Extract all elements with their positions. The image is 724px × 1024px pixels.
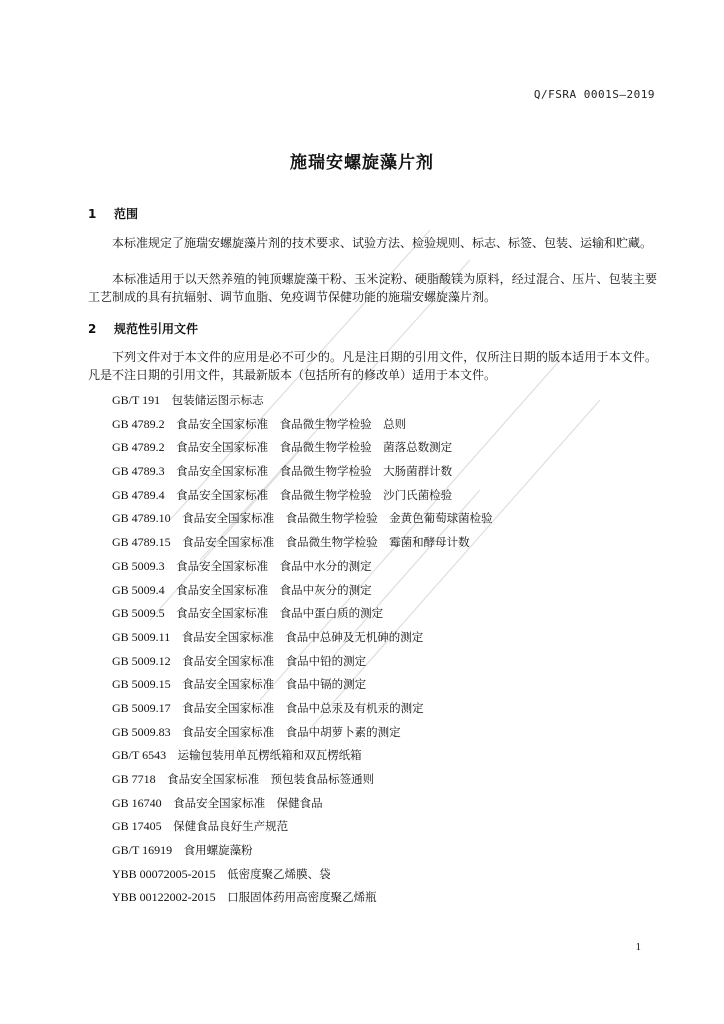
section-number: 2 [88,322,97,336]
reference-code: GB 16740 [112,795,162,810]
section-heading-scope [88,205,138,222]
reference-title: 包装储运图示标志 [171,393,264,407]
reference-item [112,389,493,413]
reference-code: GB 4789.10 [112,511,171,526]
reference-title: 口服固体药用高密度聚乙烯瓶 [227,890,377,905]
reference-title: 食品安全国家标准 食品中总砷及无机砷的测定 [181,629,424,644]
reference-title: 食品安全国家标准 预包装食品标签通则 [167,772,375,786]
reference-title: 食品安全国家标准 食品微生物学检验 总则 [176,416,407,431]
reference-item [112,602,493,626]
reference-title: 食品安全国家标准 食品微生物学检验 菌落总数测定 [176,440,453,455]
reference-code: GB/T 191 [112,393,161,407]
reference-item [112,650,493,674]
standard-code: Q/FSRA 0001S—2019 [533,88,655,101]
reference-item [112,507,493,531]
reference-code: GB 5009.17 [112,700,171,715]
reference-title: 食品安全国家标准 食品中胡萝卜素的测定 [182,724,401,739]
reference-title: 食品安全国家标准 食品微生物学检验 金黄色葡萄球菌检验 [182,511,493,526]
reference-code: YBB 00072005-2015 [112,866,216,881]
reference-title: 食品安全国家标准 食品中总汞及有机汞的测定 [182,700,424,715]
reference-code: GB 5009.4 [112,582,165,597]
reference-code: GB/T 6543 [112,748,167,763]
reference-code: GB 4789.15 [112,535,171,550]
reference-item [112,460,493,484]
reference-item [112,744,493,768]
reference-title: 食品安全国家标准 食品中镉的测定 [182,677,367,692]
reference-code: GB 4789.2 [112,440,165,455]
reference-item [112,484,493,508]
reference-title: 食品安全国家标准 食品中水分的测定 [176,558,372,573]
references-intro: 下列文件对于本文件的应用是必不可少的。凡是注日期的引用文件，仅所注日期的版本适用于本文件。凡是不注日期的引用文件，其最新版本（包括所有的修改单）适用于本文件。 [88,350,657,382]
scope-paragraph-1: 本标准规定了施瑞安螺旋藻片剂的技术要求、试验方法、检验规则、标志、标签、包装、运输和贮藏。 [112,236,653,250]
reference-item [112,626,493,650]
document-title: 施瑞安螺旋藻片剂 [290,153,434,173]
reference-code: GB 4789.3 [112,464,165,479]
reference-title: 食品安全国家标准 保健食品 [173,795,323,810]
section-title: 范围 [114,207,139,221]
reference-list [112,389,493,910]
reference-title: 食品安全国家标准 食品中蛋白质的测定 [176,606,384,621]
reference-code: GB 17405 [112,819,162,834]
reference-item [112,555,493,579]
reference-item [112,839,493,863]
reference-title: 食品安全国家标准 食品微生物学检验 大肠菌群计数 [176,464,453,479]
reference-title: 食品安全国家标准 食品微生物学检验 沙门氏菌检验 [176,487,453,502]
reference-item [112,768,493,792]
reference-code: GB 4789.2 [112,416,165,431]
section-heading-references [88,320,198,337]
reference-title: 食品安全国家标准 食品中灰分的测定 [176,582,372,597]
reference-title: 运输包装用单瓦楞纸箱和双瓦楞纸箱 [177,748,362,763]
reference-code: YBB 00122002-2015 [112,890,216,905]
reference-title: 食用螺旋藻粉 [183,843,253,858]
reference-item [112,579,493,603]
reference-code: GB 5009.3 [112,558,165,573]
reference-item [112,436,493,460]
reference-item [112,886,493,910]
reference-code: GB 4789.4 [112,487,165,502]
reference-item [112,792,493,816]
reference-code: GB 7718 [112,772,156,786]
reference-code: GB 5009.83 [112,724,171,739]
scope-paragraph-2: 本标准适用于以天然养殖的钝顶螺旋藻干粉、玉米淀粉、硬脂酸镁为原料，经过混合、压片、包装主要工艺制成的具有抗辐射、调节血脂、免疫调节保健功能的施瑞安螺旋藻片剂。 [88,272,657,304]
reference-title: 食品安全国家标准 食品微生物学检验 霉菌和酵母计数 [182,535,470,550]
reference-item [112,721,493,745]
page-number: 1 [635,941,641,953]
section-number: 1 [88,207,97,221]
reference-item [112,815,493,839]
reference-code: GB 5009.5 [112,606,165,621]
reference-title: 低密度聚乙烯膜、袋 [227,866,331,881]
reference-item [112,673,493,697]
reference-code: GB 5009.15 [112,677,171,692]
reference-item [112,863,493,887]
reference-item [112,531,493,555]
reference-code: GB 5009.12 [112,653,171,668]
reference-title: 保健食品良好生产规范 [173,819,289,834]
reference-code: GB/T 16919 [112,843,173,858]
section-title: 规范性引用文件 [114,322,199,336]
reference-code: GB 5009.11 [112,629,171,644]
reference-title: 食品安全国家标准 食品中铅的测定 [182,653,367,668]
reference-item [112,413,493,437]
reference-item [112,697,493,721]
